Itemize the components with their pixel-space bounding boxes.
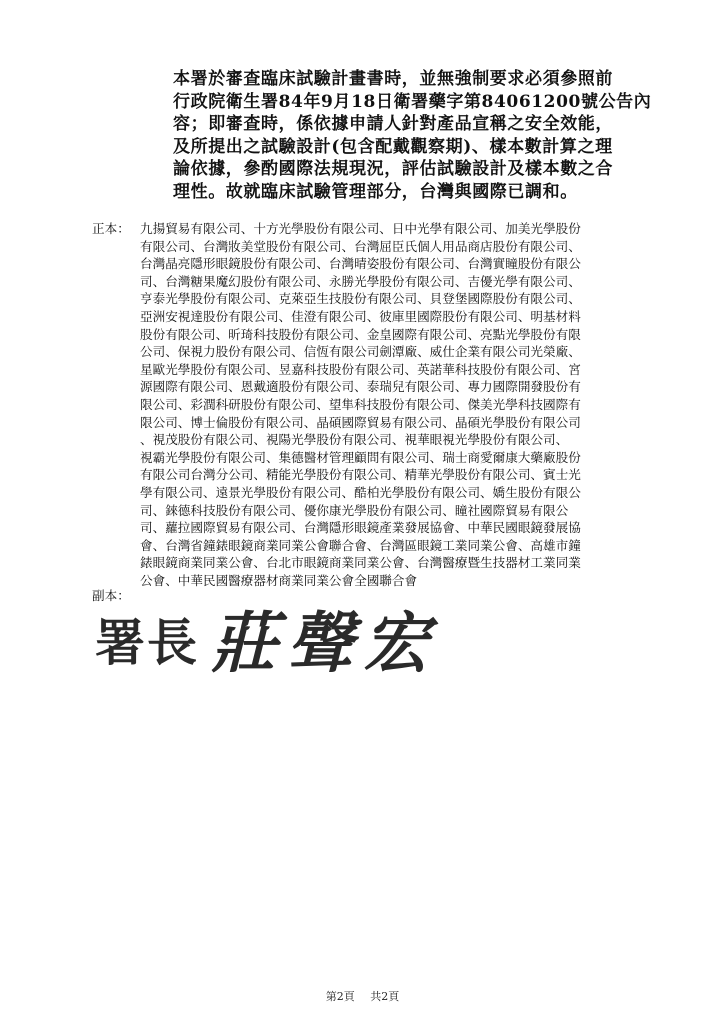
recipient-line: 股份有限公司、昕琦科技股份有限公司、金皇國際有限公司、亮點光學股份有限 [140, 326, 581, 342]
recipient-line: 司、蘿拉國際貿易有限公司、台灣隱形眼鏡產業發展協會、中華民國眼鏡發展協 [140, 520, 581, 536]
recipient-line: 有限公司台灣分公司、精能光學股份有限公司、精華光學股份有限公司、賓士光 [140, 467, 581, 483]
recipient-line: 台灣晶亮隱形眼鏡股份有限公司、台灣晴姿股份有限公司、台灣實瞳股份有限公 [140, 256, 581, 272]
body-line: 容；即審查時，係依據申請人針對產品宣稱之安全效能， [173, 114, 613, 134]
recipient-line: 限公司、博士倫股份有限公司、晶碩國際貿易有限公司、晶碩光學股份有限公司 [140, 414, 581, 430]
body-line: 理性。故就臨床試驗管理部分，台灣與國際已調和。 [173, 181, 578, 202]
recipient-line: 視霸光學股份有限公司、集德醫材管理顧問有限公司、瑞士商愛爾康大藥廠股份 [140, 449, 581, 465]
recipient-line: 亨泰光學股份有限公司、克萊亞生技股份有限公司、貝登堡國際股份有限公司、 [140, 291, 581, 307]
recipient-line: 司、錸德科技股份有限公司、優你康光學股份有限公司、瞳社國際貿易有限公 [140, 502, 569, 518]
recipients-list [140, 220, 657, 589]
body-line: 行政院衛生署84年9月18日衛署藥字第84061200號公告內 [173, 91, 652, 112]
signature-name: 莊聲宏 [211, 604, 439, 676]
recipient-line: 公司、保視力股份有限公司、信恆有限公司劍潭廠、威仕企業有限公司光榮廠、 [140, 344, 581, 360]
cc-label: 副本： [92, 588, 130, 603]
page-total: 共2頁 [370, 990, 400, 1003]
body-line: 及所提出之試驗設計(包含配戴觀察期)、樣本數計算之理 [173, 136, 613, 157]
signature-title: 署長 [95, 613, 199, 672]
body-line: 論依據，參酌國際法規現況，評估試驗設計及樣本數之合 [173, 159, 613, 179]
body-paragraph [173, 68, 695, 203]
director-signature-stamp [93, 604, 473, 676]
recipient-line: 源國際有限公司、恩戴適股份有限公司、泰瑞兒有限公司、專力國際開發股份有 [140, 379, 581, 395]
body-line: 本署於審查臨床試驗計畫書時，並無強制要求必須參照前 [173, 69, 613, 89]
recipient-line: 學有限公司、遠景光學股份有限公司、酷柏光學股份有限公司、嬌生股份有限公 [140, 484, 581, 500]
recipient-line: 限公司、彩潤科研股份有限公司、望隼科技股份有限公司、傑美光學科技國際有 [140, 396, 581, 412]
recipient-line: 錶眼鏡商業同業公會、台北市眼鏡商業同業公會、台灣醫療暨生技器材工業同業 [140, 555, 581, 571]
recipient-line: 亞洲安視達股份有限公司、佳澄有限公司、彼庫里國際股份有限公司、明基材料 [140, 308, 581, 324]
recipient-line: 公會、中華民國醫療器材商業同業公會全國聯合會 [140, 572, 418, 588]
recipient-line: 、視茂股份有限公司、視陽光學股份有限公司、視華眼視光學股份有限公司、 [140, 432, 569, 448]
recipient-line: 有限公司、台灣妝美堂股份有限公司、台灣屈臣氏個人用品商店股份有限公司、 [140, 238, 581, 254]
recipient-line: 星歐光學股份有限公司、昱嘉科技股份有限公司、英諾華科技股份有限公司、宮 [140, 361, 581, 377]
page-footer [0, 988, 725, 1004]
page-number: 第2頁 [325, 990, 355, 1003]
recipient-line: 會、台灣省鐘錶眼鏡商業同業公會聯合會、台灣區眼鏡工業同業公會、高雄市鐘 [140, 537, 581, 553]
recipient-line: 司、台灣糖果魔幻股份有限公司、永勝光學股份有限公司、吉優光學有限公司、 [140, 273, 581, 289]
recipients-label: 正本： [92, 221, 130, 236]
recipient-line: 九揚貿易有限公司、十方光學股份有限公司、日中光學有限公司、加美光學股份 [140, 221, 581, 236]
